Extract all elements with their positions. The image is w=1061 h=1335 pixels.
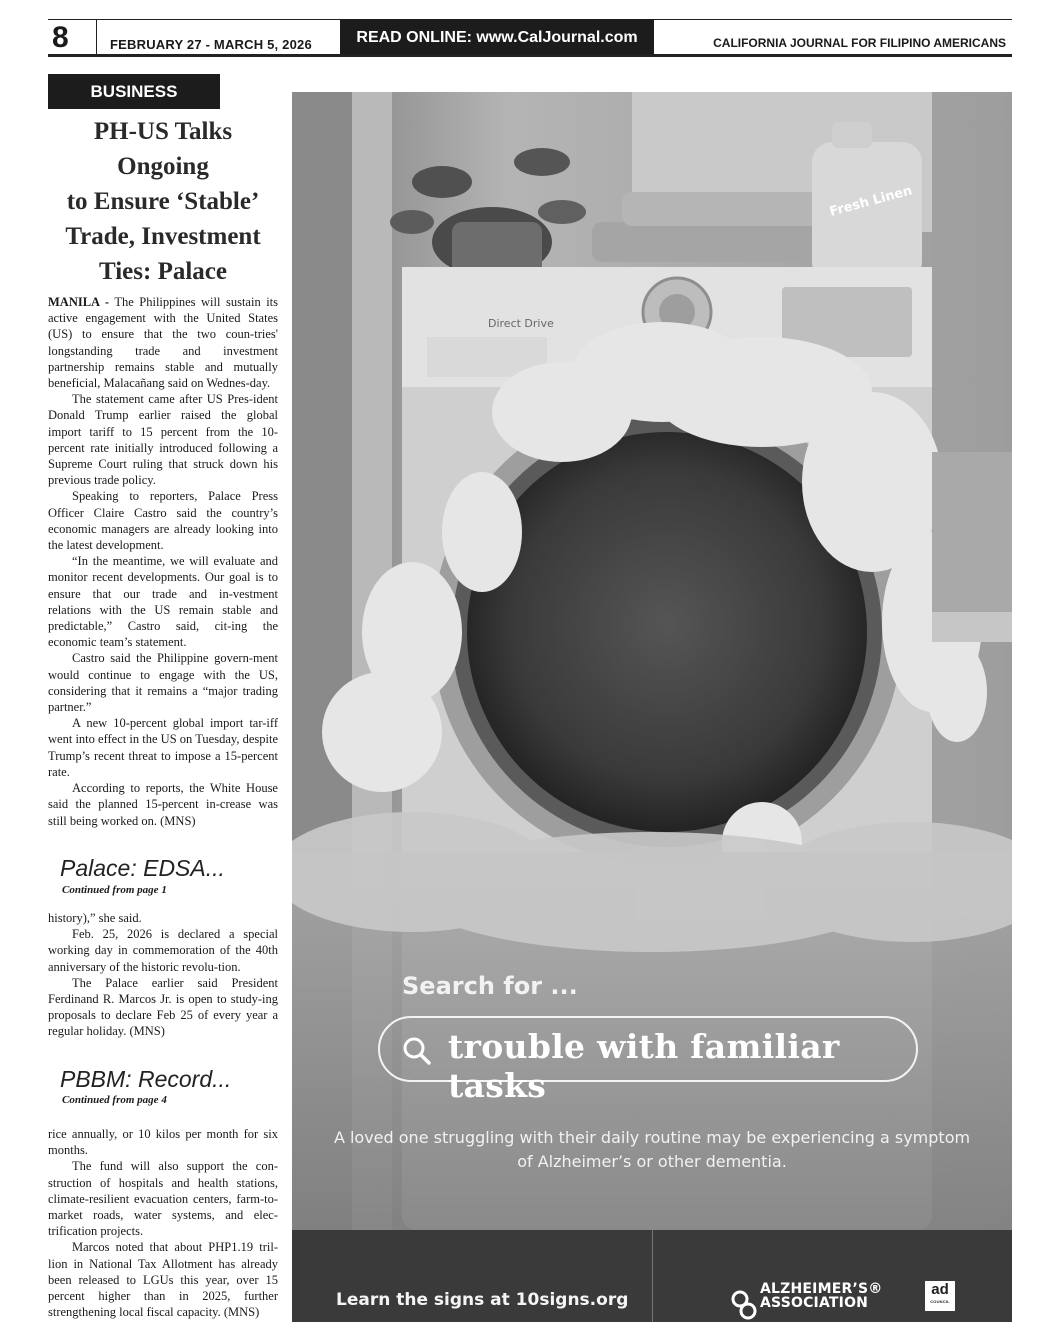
continuation-title: Palace: EDSA... [60,855,225,881]
search-icon [402,1036,432,1066]
article-paragraph: The statement came after US Pres-ident Donald Trump earlier raised the global import tariff to 15 percent from the 10-percent rate initially introduced following a Supreme Court ruling that struck down his previous trade policy. [48,392,278,488]
continuation-title: PBBM: Record... [60,1066,232,1092]
logo-line: ASSOCIATION [760,1295,869,1311]
search-box [378,1016,918,1105]
alzheimers-logo-text [760,1282,882,1310]
article-body [48,294,278,829]
alzheimers-advertisement [292,92,1012,1322]
article-paragraph: Feb. 25, 2026 is declared a special working day in commemoration of the 40th anniversary of the historic revolu-tion. [48,927,278,974]
ad-description: A loved one struggling with their daily routine may be experiencing a symptom of Alzheimer’s or other dementia. [333,1128,971,1171]
search-query: trouble with familiar tasks [448,1027,840,1105]
article-paragraph: Castro said the Philippine govern-ment would continue to engage with the US, considering that it remains a “major trading partner.” [48,651,278,715]
adcouncil-mark: ad [931,1281,949,1298]
paragraph-text: The Philippines will sustain its active engagement with the United States (US) to ensure that the two coun-tries' longstanding trade and investment partnership remains stable and mutually beneficial, Malacañang said on Wednes-day. [48,295,279,391]
headline-line: Ongoing [117,153,209,180]
continued-from-label: Continued from page 4 [62,1094,167,1106]
article-headline [48,114,278,289]
article-paragraph: “In the meantime, we will evaluate and monitor recent developments. Our goal is to ensure that our trade and in-vestment relations with the US remain stable and predictable,” Castro said, cit-ing the economic team’s statement. [48,554,278,650]
issue-date: FEBRUARY 27 - MARCH 5, 2026 [110,37,312,52]
header-divider [96,19,97,54]
header-rule-bottom [48,54,1012,57]
page-number: 8 [52,21,69,54]
continuation-body [48,1126,278,1320]
adcouncil-word: COUNCIL [930,1299,950,1304]
article-paragraph: Speaking to reporters, Palace Press Officer Claire Castro said the country’s economic managers are already looking into the latest development. [48,489,278,553]
article-paragraph: history),” she said. [48,911,142,925]
headline-line: Ties: Palace [99,258,227,285]
headline-line: to Ensure ‘Stable’ [66,188,260,215]
detergent-bottle [812,122,922,282]
article-paragraph [48,294,278,391]
article-paragraph: According to reports, the White House said the planned 15-percent in-crease was still being worked on. (MNS) [48,781,278,828]
logo-line: ALZHEIMER’S® [760,1281,883,1297]
article-paragraph: The Palace earlier said President Ferdinand R. Marcos Jr. is open to study-ing proposals to declare Feb 25 of every year a regular holiday. (MNS) [48,975,278,1039]
ad-council-logo [925,1281,955,1311]
publication-name: CALIFORNIA JOURNAL FOR FILIPINO AMERICANS [713,36,1006,50]
continuation-body [48,910,278,1040]
alzheimers-logo-icon [730,1285,760,1322]
article-paragraph: A new 10-percent global import tar-iff went into effect in the US on Tuesday, despite Trump’s recent threat to impose a 15-percent rate. [48,716,278,779]
search-intro: Search for ... [402,972,578,1000]
washer-brand: Direct Drive [488,317,554,330]
dateline: MANILA - [48,295,110,309]
continued-from-label: Continued from page 1 [62,884,167,896]
headline-line: PH-US Talks [93,118,233,145]
article-paragraph: The fund will also support the con-struction of hospitals and health stations, climate-resilient evacuation centers, farm-to-market roads, water systems, and elec-trification projects. [48,1159,278,1239]
page-header [48,19,1012,57]
read-online-banner[interactable]: READ ONLINE: www.CalJournal.com [340,19,654,54]
footer-divider [652,1230,653,1322]
headline-line: Trade, Investment [65,223,261,250]
article-paragraph: Marcos noted that about PHP1.19 tril-lion in National Tax Allotment has already been released to LGUs this year, over 15 percent higher than in 2025, further strengthening local fiscal capacity. (MNS) [48,1240,278,1320]
article-paragraph: rice annually, or 10 kilos per month for six months. [48,1127,278,1158]
learn-signs-link[interactable]: Learn the signs at 10signs.org [336,1290,629,1310]
section-label: BUSINESS [48,74,220,109]
detergent-label: Fresh Linen [828,183,914,220]
